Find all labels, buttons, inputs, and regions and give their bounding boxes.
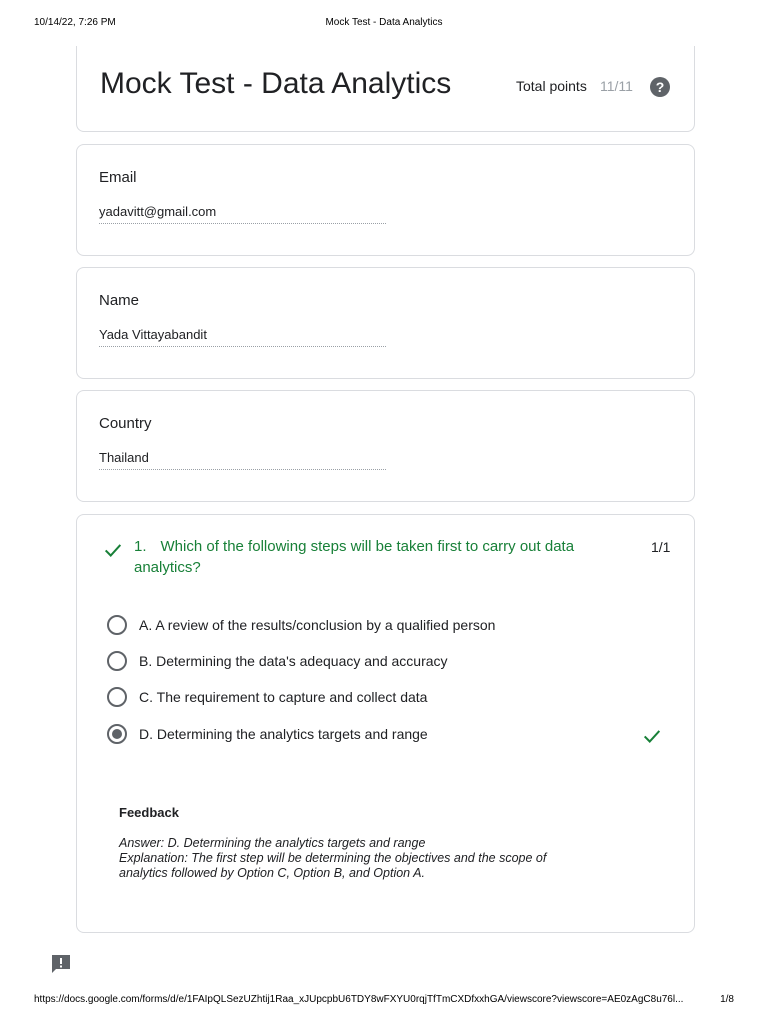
question-card — [76, 514, 695, 933]
print-header — [34, 17, 734, 31]
feedback-explanation: Explanation: The first step will be determining the objectives and the scope of — [119, 851, 547, 865]
report-feedback-icon[interactable] — [50, 954, 72, 974]
option-label: B. Determining the data's adequacy and accuracy — [139, 653, 448, 669]
checkmark-icon — [102, 539, 124, 561]
feedback-answer: Answer: D. Determining the analytics targets and range — [119, 836, 426, 850]
radio-button[interactable] — [107, 651, 127, 671]
option-b[interactable] — [107, 651, 667, 673]
print-footer — [34, 994, 734, 1008]
feedback-body — [119, 836, 599, 881]
option-c[interactable] — [107, 687, 667, 709]
option-label: D. Determining the analytics targets and range — [139, 726, 428, 742]
feedback-explanation-cont: analytics followed by Option C, Option B, and Option A. — [119, 866, 425, 880]
question-number: 1. — [134, 538, 147, 555]
country-value: Thailand — [99, 450, 386, 470]
form-title-card — [76, 46, 695, 132]
total-points-value: 11/11 — [600, 78, 633, 94]
question-prompt: Which of the following steps will be taken first to carry out data analytics? — [134, 538, 575, 576]
country-label: Country — [99, 415, 152, 432]
print-datetime: 10/14/22, 7:26 PM — [34, 17, 116, 28]
radio-button[interactable] — [107, 615, 127, 635]
radio-button[interactable] — [107, 687, 127, 707]
question-text — [134, 536, 624, 578]
print-url: https://docs.google.com/forms/d/e/1FAIpQLSezUZhtij1Raa_xJUpcpbU6TDY8wFXYU0rqjTfTmCXDfxxhGA/viewscore?viewscore=AE0zAgC8u76l... — [34, 994, 684, 1005]
total-points-label: Total points — [516, 78, 587, 94]
name-label: Name — [99, 292, 140, 309]
page-number: 1/8 — [720, 994, 734, 1005]
form-title: Mock Test - Data Analytics — [100, 67, 452, 100]
question-points: 1/1 — [651, 539, 671, 555]
radio-button-selected[interactable] — [107, 724, 127, 744]
option-a[interactable] — [107, 615, 667, 637]
checkmark-icon — [641, 725, 663, 747]
name-card — [76, 267, 695, 379]
name-value: Yada Vittayabandit — [99, 327, 386, 347]
email-value: yadavitt@gmail.com — [99, 204, 386, 224]
option-label: C. The requirement to capture and collect data — [139, 689, 428, 705]
email-card — [76, 144, 695, 256]
country-card — [76, 390, 695, 502]
option-d[interactable] — [107, 724, 667, 746]
option-label: A. A review of the results/conclusion by a qualified person — [139, 617, 496, 633]
help-circle-icon[interactable]: ? — [650, 77, 670, 97]
email-label: Email — [99, 169, 137, 186]
feedback-title: Feedback — [119, 805, 179, 820]
print-title: Mock Test - Data Analytics — [325, 17, 443, 28]
